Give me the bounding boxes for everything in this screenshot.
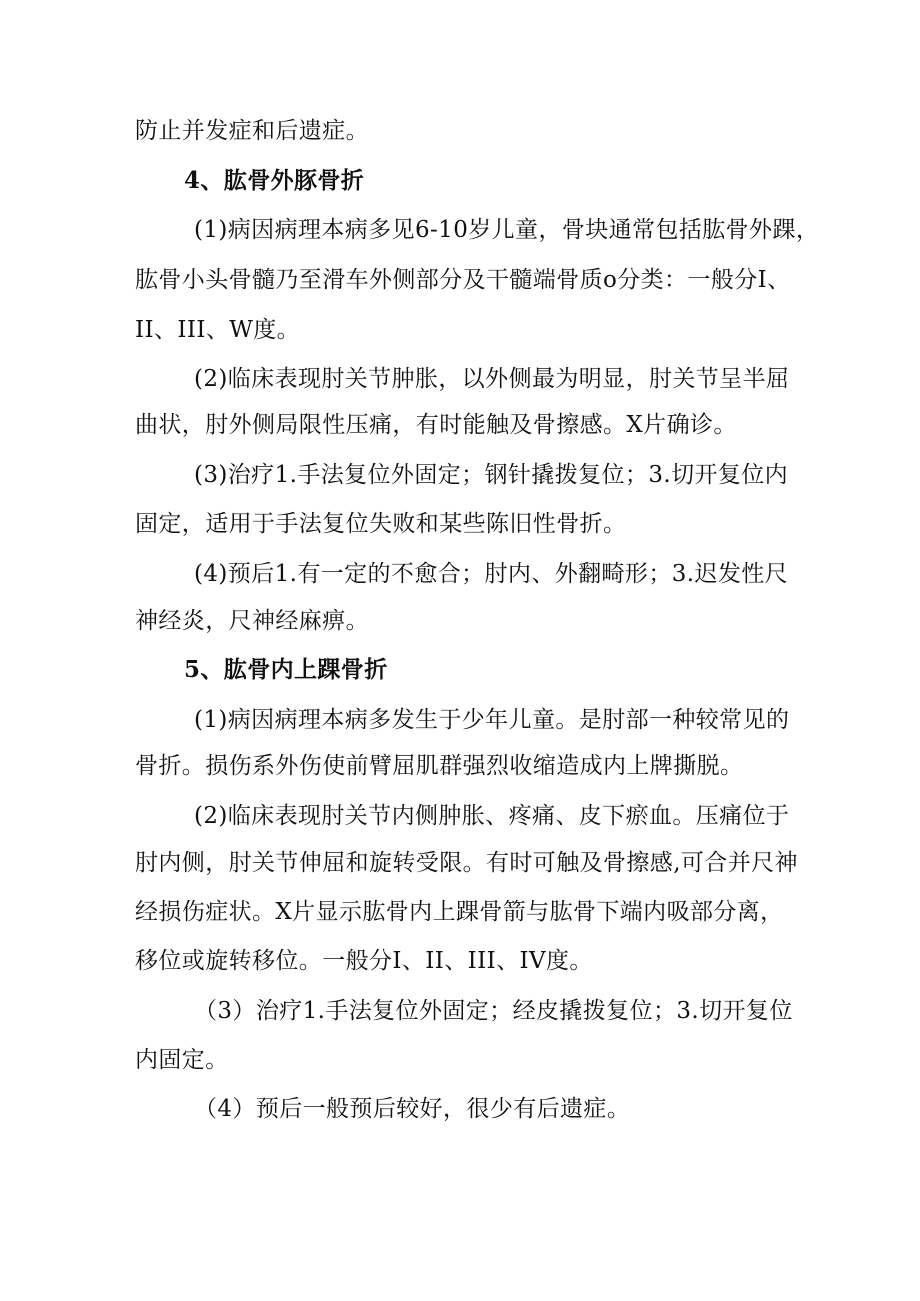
- paragraph-line: 肘内侧，肘关节伸屈和旋转受限。有时可触及骨擦感,可合并尺神: [135, 850, 798, 876]
- paragraph-line: 神经炎，尺神经麻痹。: [135, 608, 369, 634]
- paragraph-line: 经损伤症状。X片显示肱骨内上踝骨箭与肱骨下端内吸部分离，: [135, 899, 784, 925]
- paragraph-line: (4)预后1.有一定的不愈合；肘内、外翻畸形；3.迟发性尺: [194, 561, 789, 587]
- section-heading: 5、肱骨内上踝骨折: [184, 656, 388, 683]
- paragraph-line: (2)临床表现肘关节肿胀，以外侧最为明显，肘关节呈半屈: [194, 366, 790, 392]
- paragraph-line: 移位或旋转移位。一般分I、II、III、IV度。: [135, 948, 593, 974]
- paragraph-line: （4）预后一般预后较好，很少有后遗症。: [194, 1096, 631, 1122]
- paragraph-line: 内固定。: [135, 1047, 229, 1073]
- section-heading: 4、肱骨外豚骨折: [184, 167, 365, 194]
- paragraph-line: (2)临床表现肘关节内侧肿胀、疼痛、皮下瘀血。压痛位于: [194, 803, 790, 829]
- paragraph-line: 肱骨小头骨髓乃至滑车外侧部分及干髓端骨质o分类：一般分I、: [135, 267, 791, 293]
- paragraph-line: 曲状，肘外侧局限性压痛，有时能触及骨擦感。X片确诊。: [135, 412, 737, 438]
- paragraph-line: （3）治疗1.手法复位外固定；经皮撬拨复位；3.切开复位: [194, 998, 793, 1024]
- paragraph-line: 防止并发症和后遗症。: [135, 118, 369, 144]
- paragraph-line: (3)治疗1.手法复位外固定；钢针撬拨复位；3.切开复位内: [194, 462, 789, 488]
- paragraph-line: 骨折。损伤系外伤使前臂屈肌群强烈收缩造成内上牌撕脱。: [135, 753, 744, 779]
- paragraph-line: (1)病因病理本病多见6-10岁儿童，骨块通常包括肱骨外踝，: [194, 217, 820, 243]
- paragraph-line: 固定，适用于手法复位失败和某些陈旧性骨折。: [135, 511, 627, 537]
- paragraph-line: II、III、W度。: [135, 317, 301, 343]
- paragraph-line: (1)病因病理本病多发生于少年儿童。是肘部一种较常见的: [194, 707, 790, 733]
